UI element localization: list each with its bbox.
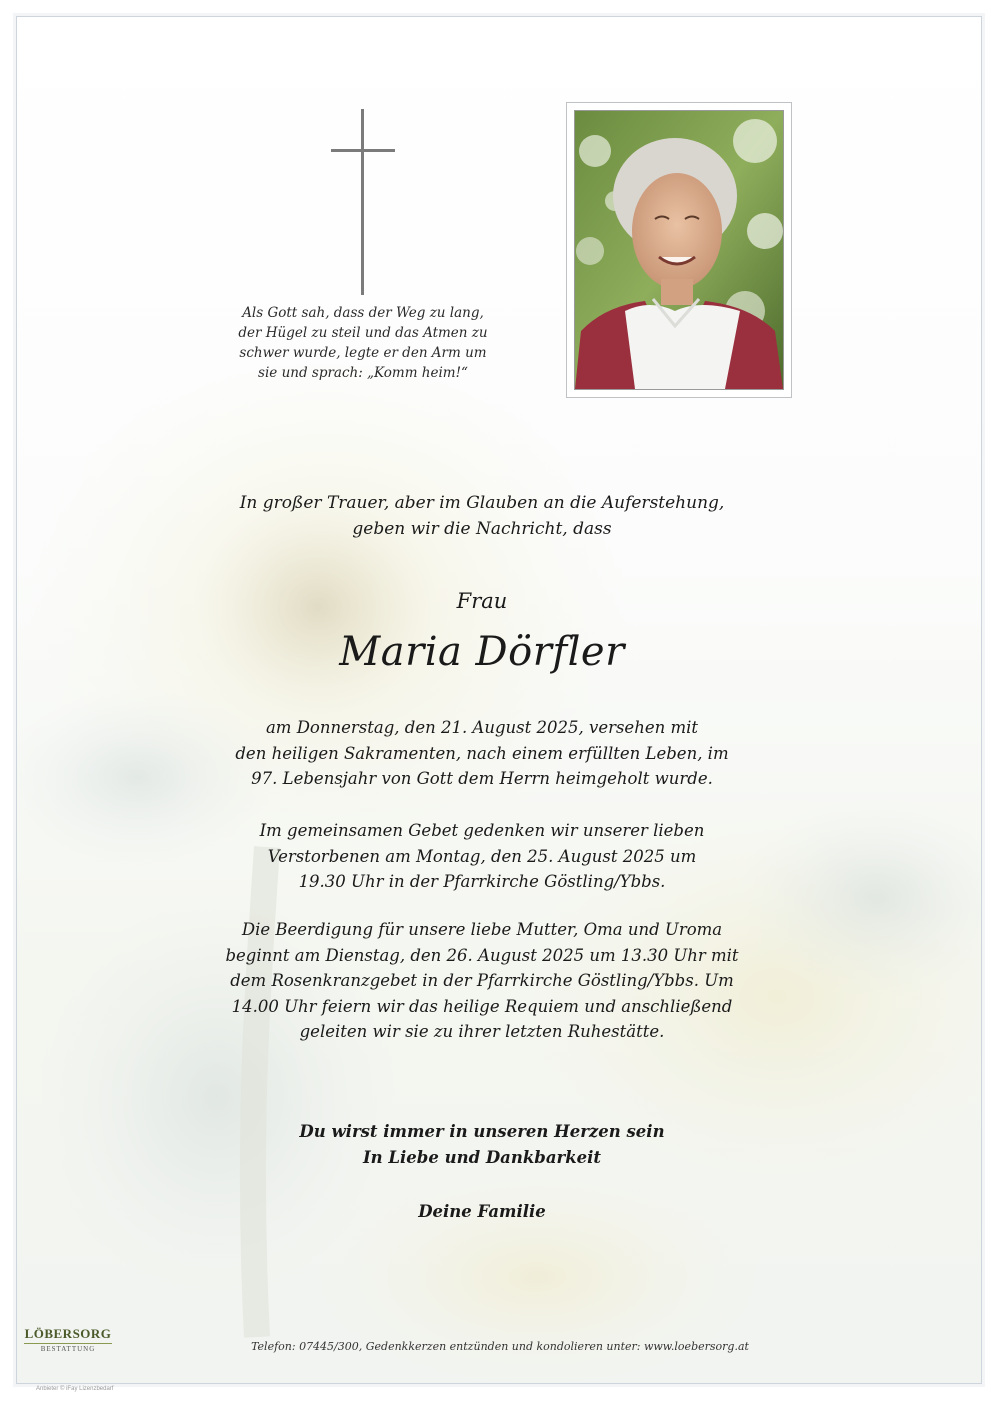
verse-quote [208, 303, 518, 383]
paragraph-line: 97. Lebensjahr von Gott dem Herrn heimgeholt wurde. [251, 769, 713, 788]
paragraph-line: beginnt am Dienstag, den 26. August 2025 um 13.30 Uhr mit [225, 945, 739, 965]
salutation: Frau [456, 589, 508, 613]
logo-subtitle: BESTATTUNG [40, 1345, 96, 1353]
image-credit: Anbieter © iFay Lizenzbedarf [36, 1386, 114, 1392]
funeral-home-logo [20, 1326, 116, 1353]
closing-line: Du wirst immer in unseren Herzen sein [299, 1122, 665, 1141]
verse-line: schwer wurde, legte er den Arm um [239, 345, 487, 361]
funeral-paragraph [60, 917, 904, 1045]
sunflower-background-image [17, 17, 981, 1383]
paragraph-line: Verstorbenen am Montag, den 25. August 2025 um [267, 846, 697, 866]
intro-line: In großer Trauer, aber im Glauben an die Auferstehung, [239, 493, 725, 513]
paragraph-line: dem Rosenkranzgebet in der Pfarrkirche Göstling/Ybbs. Um [230, 971, 734, 990]
paragraph-line: den heiligen Sakramenten, nach einem erfüllten Leben, im [235, 743, 729, 763]
verse-line: Als Gott sah, dass der Weg zu lang, [242, 305, 484, 321]
death-paragraph [60, 715, 904, 792]
footer-contact: Telefon: 07445/300, Gedenkkerzen entzünden und kondolieren unter: www.loebersorg.at [251, 1340, 749, 1353]
verse-line: sie und sprach: „Komm heim!“ [258, 365, 468, 381]
closing-text [60, 1119, 904, 1171]
paragraph-line: geleiten wir sie zu ihrer letzten Ruhestätte. [299, 1022, 665, 1041]
paragraph-line: 14.00 Uhr feiern wir das heilige Requiem und anschließend [231, 996, 733, 1016]
family-signature: Deine Familie [418, 1202, 546, 1221]
portrait-frame [566, 102, 792, 398]
paragraph-line: Die Beerdigung für unsere liebe Mutter, Oma und Uroma [241, 920, 723, 939]
intro-line: geben wir die Nachricht, dass [352, 519, 612, 539]
deceased-name: Maria Dörfler [339, 629, 625, 675]
page-frame [16, 16, 982, 1384]
portrait-photo [574, 110, 784, 390]
closing-line: In Liebe und Dankbarkeit [362, 1148, 602, 1167]
verse-line: der Hügel zu steil und das Atmen zu [238, 325, 488, 341]
paragraph-line: Im gemeinsamen Gebet gedenken wir unserer lieben [259, 821, 705, 840]
intro-text [60, 490, 904, 542]
portrait-image [575, 111, 783, 389]
prayer-paragraph [60, 818, 904, 895]
cross-icon [331, 109, 395, 295]
paragraph-line: 19.30 Uhr in der Pfarrkirche Göstling/Ybbs. [298, 872, 666, 891]
paragraph-line: am Donnerstag, den 21. August 2025, versehen mit [265, 718, 699, 737]
logo-brand: LÖBERSORG [24, 1326, 112, 1341]
